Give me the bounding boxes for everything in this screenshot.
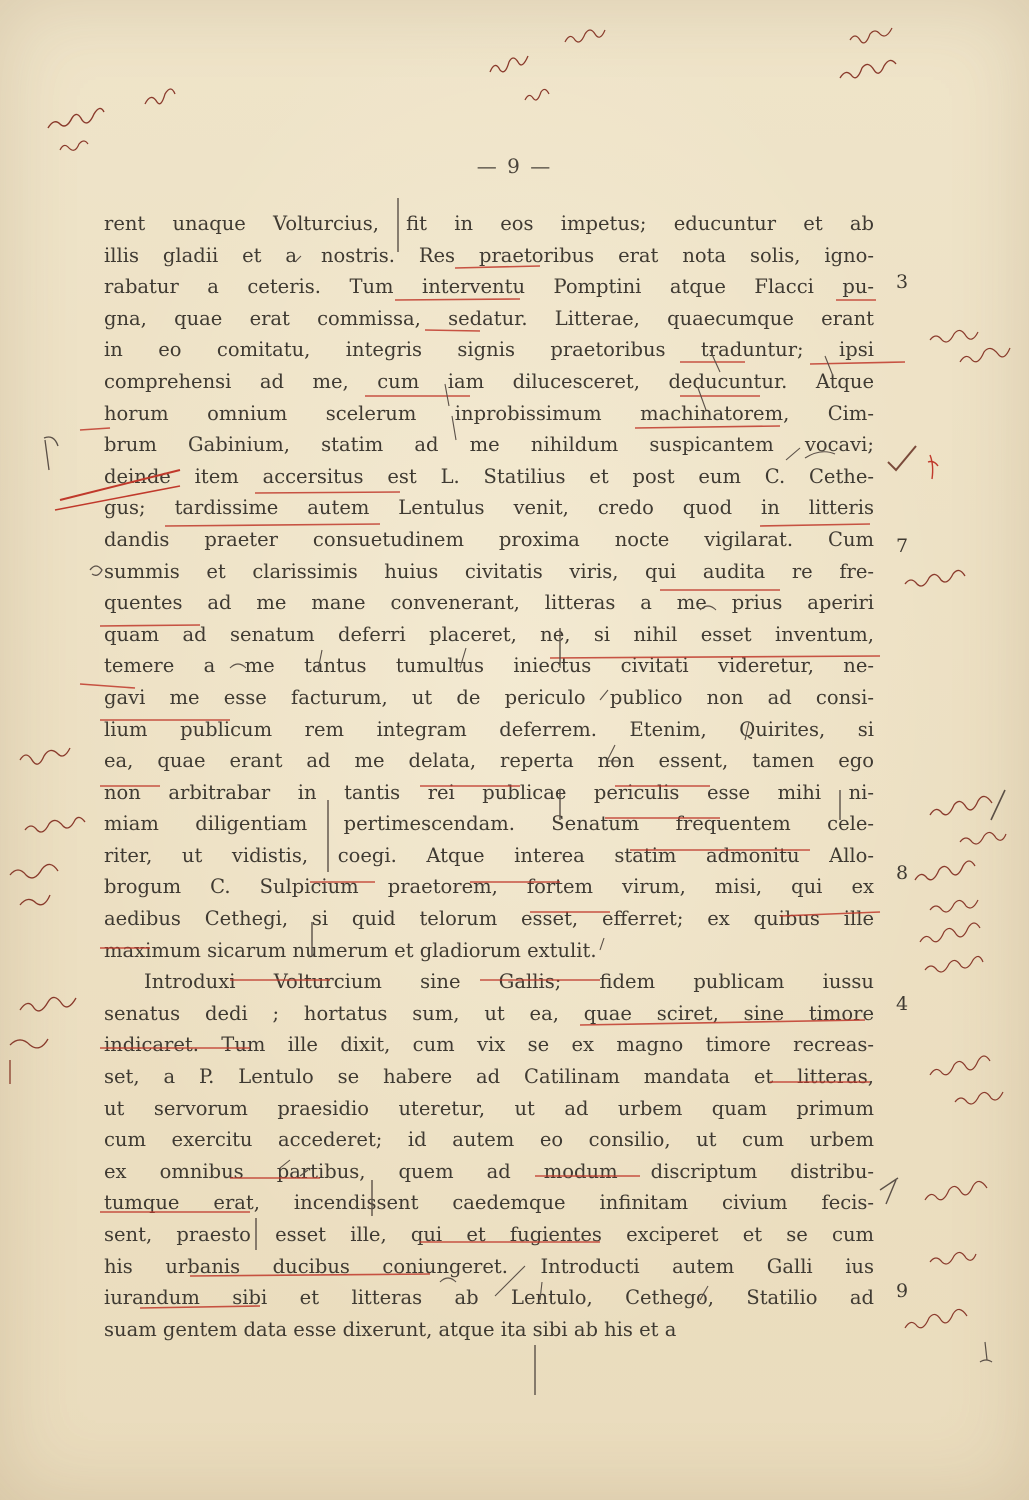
paragraph-start-line: Introduxi Volturcium sine Gallis; fidem publicam iussu [144,970,874,994]
handwritten-scribble [20,997,76,1010]
handwritten-scribble [930,1056,990,1075]
text-line: in eo comitatu, integris signis praetoribus traduntur; ipsi [104,338,874,362]
section-number: 9 [895,1280,909,1302]
text-line: gna, quae erat commissa, sedatur. Litterae, quaecumque erant [104,306,874,330]
handwritten-scribble [20,895,50,905]
handwritten-scribble [930,330,978,342]
text-line: set, a P. Lentulo se habere ad Catilinam mandata et litteras, [104,1065,874,1089]
text-line: aedibus Cethegi, si quid telorum esset, efferret; ex quibus ille [104,907,874,931]
handwritten-scribble [850,28,892,43]
handwritten-scribble [915,861,975,880]
handwritten-scribble [840,60,896,78]
handwritten-scribble [525,89,549,100]
handwritten-scribble [25,817,85,832]
text-line: gavi me esse facturum, ut de periculo publico non ad consi- [104,685,874,709]
text-line: brum Gabinium, statim ad me nihildum suspicantem vocavi; [104,433,874,457]
handwritten-scribble [20,748,70,764]
handwritten-scribble [145,89,175,104]
handwritten-scribble [925,956,983,972]
handwritten-scribble [920,923,980,942]
text-line: comprehensi ad me, cum iam dilucesceret, deducuntur. Atque [104,369,874,393]
text-line: suam gentem data esse dixerunt, atque ita sibi ab his et a [104,1317,677,1341]
handwritten-scribble [928,455,938,479]
handwritten-scribble [90,566,102,575]
section-number: 7 [895,535,909,557]
text-line: summis et clarissimis huius civitatis viris, qui audita re fre- [104,559,874,583]
handwritten-scribble [925,1181,987,1200]
handwritten-scribble [980,1342,992,1362]
text-line: ex omnibus partibus, quem ad modum discriptum distribu- [104,1159,874,1183]
text-line: his urbanis ducibus coniungeret. Introducti autem Galli ius [104,1254,874,1278]
text-line: riter, ut vidistis, coegi. Atque interea statim admonitu Allo- [104,843,874,867]
handwritten-scribble [44,437,58,470]
section-number: 3 [895,271,909,293]
handwritten-scribble [955,1092,1003,1104]
check-mark [886,1180,896,1204]
handwritten-scribble [960,832,1006,844]
text-line: lium publicum rem integram deferrem. Etenim, Quirites, si [104,717,874,741]
text-line: quam ad senatum deferri placeret, ne, si nihil esset inventum, [104,622,874,646]
handwritten-scribble [905,570,965,586]
text-line: maximum sicarum numerum et gladiorum extulit. [104,938,597,962]
handwritten-scribble [565,30,605,42]
text-line: indicaret. Tum ille dixit, cum vix se ex magno timore recreas- [104,1033,874,1057]
section-number: 8 [895,862,909,884]
latin-text-block [104,208,874,1345]
text-line: iurandum sibi et litteras ab Lentulo, Cethego, Statilio ad [104,1286,874,1310]
handwritten-scribble [930,1252,976,1264]
handwritten-scribble [10,1039,48,1084]
handwritten-scribble [48,108,104,128]
check-mark [880,1178,898,1190]
text-line: quentes ad me mane convenerant, litteras a me prius aperiri [104,591,874,615]
text-line: non arbitrabar in tantis rei publicae periculis esse mihi ni- [104,780,874,804]
check-mark [888,446,916,470]
text-line: tumque erat, incendissent caedemque infinitam civium fecis- [104,1191,874,1215]
text-line: sent, praesto esset ille, qui et fugientes exciperet et se cum [104,1223,874,1246]
text-line: ut servorum praesidio uteretur, ut ad urbem quam primum [104,1096,874,1120]
text-line: ea, quae erant ad me delata, reperta non essent, tamen ego [104,749,874,773]
handwritten-scribble [930,796,992,815]
text-line: brogum C. Sulpicium praetorem, fortem virum, misi, qui ex [104,875,874,899]
handwritten-scribble [930,900,978,912]
text-line: cum exercitu accederet; id autem eo consilio, ut cum urbem [104,1128,874,1152]
handwritten-scribble [10,864,58,877]
handwritten-scribble [905,1309,967,1328]
text-line: temere a me tantus tumultus iniectus civitati videretur, ne- [104,654,874,678]
text-line: miam diligentiam pertimescendam. Senatum frequentem cele- [104,812,874,836]
text-line: rent unaque Volturcius, fit in eos impetus; educuntur et ab [104,212,874,235]
text-line: rabatur a ceteris. Tum interventu Pomptini atque Flacci pu- [104,275,874,299]
handwritten-scribble [960,348,1010,362]
page-number: — 9 — [476,154,553,178]
text-line: deinde item accersitus est L. Statilius et post eum C. Cethe- [104,464,874,488]
handwritten-scribble [60,141,88,150]
text-line: gus; tardissime autem Lentulus venit, credo quod in litteris [104,496,874,520]
text-line: senatus dedi ; hortatus sum, ut ea, quae sciret, sine timore [104,1001,874,1025]
text-line: illis gladii et a nostris. Res praetoribus erat nota solis, igno- [104,243,874,267]
handwritten-scribble [490,56,528,72]
text-line: dandis praeter consuetudinem proxima nocte vigilarat. Cum [104,527,874,551]
text-line: horum omnium scelerum inprobissimum machinatorem, Cim- [104,401,874,425]
section-number: 4 [895,993,909,1015]
check-mark [991,790,1005,820]
